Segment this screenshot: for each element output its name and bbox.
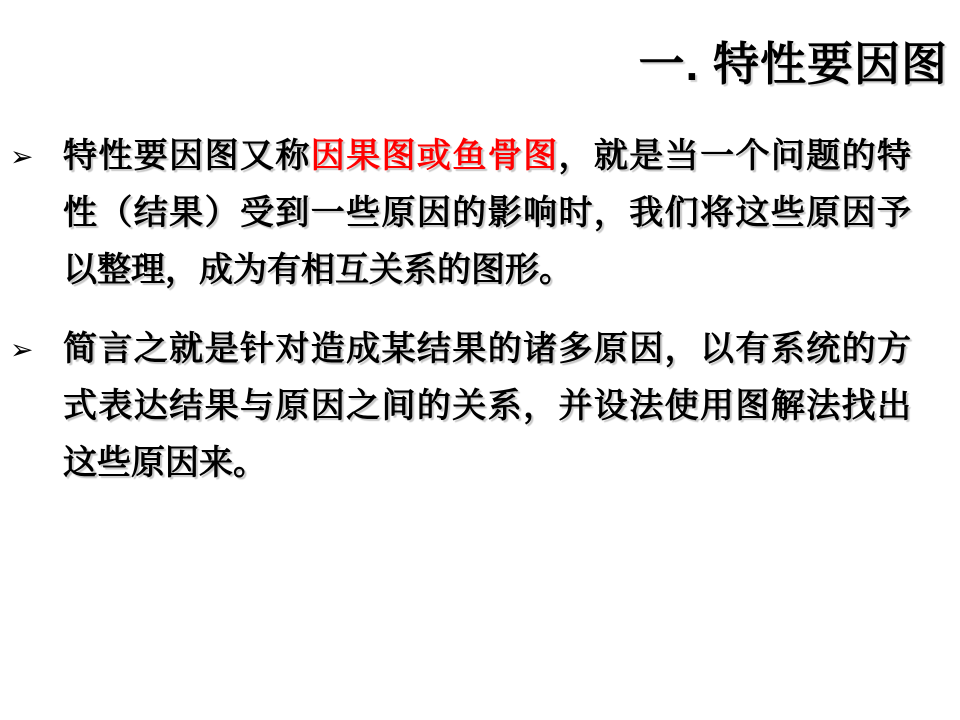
bullet-item [0,128,960,299]
highlighted-text: 因果图或鱼骨图 [310,137,559,175]
text-segment: 简言之就是针对造成某结果的诸多原因，以有系统的方式表达结果与原因之间的关系，并设法使用图解法找出这些原因来。 [63,330,911,482]
page-title: 一. 特性要因图 [638,38,948,90]
bullet-text [63,128,911,299]
arrow-bullet-icon: ➢ [10,141,34,172]
bullet-text [63,321,911,492]
text-segment: 特性要因图又称 [63,137,311,175]
arrow-bullet-icon: ➢ [10,334,34,365]
bullet-item [0,321,960,492]
text-segment: ，就是当一个问题的特性（结果）受到一些原因的影响时，我们将这些原因予以整理，成为有相互关系的图形。 [63,137,912,289]
slide-body [0,128,960,514]
